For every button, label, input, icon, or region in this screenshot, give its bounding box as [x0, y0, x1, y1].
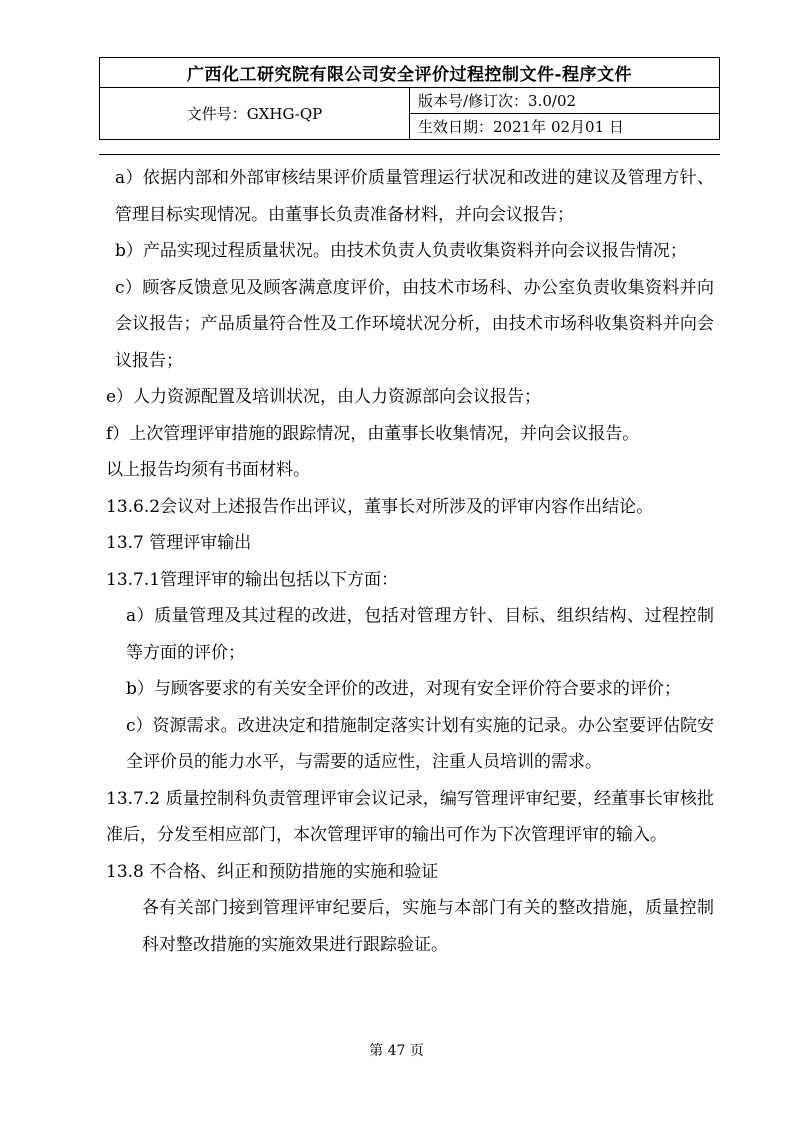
effective-date: 生效日期：2021年 02月01 日: [410, 114, 720, 140]
paragraph-13-8-body: 各有关部门接到管理评审纪要后，实施与本部门有关的整改措施，质量控制科对整改措施的实施效果进行跟踪验证。: [142, 898, 714, 955]
paragraph-c-customer-feedback: c）顾客反馈意见及顾客满意度评价，由技术市场科、办公室负责收集资料并向会议报告；产品质量符合性及工作环境状况分析，由技术市场科收集资料并向会议报告；: [115, 277, 714, 371]
header-divider: [99, 154, 720, 155]
paragraph-13-7-1: 13.7.1管理评审的输出包括以下方面：: [106, 569, 399, 590]
paragraph-e-human-resources: e）人力资源配置及培训状况，由人力资源部向会议报告；: [106, 387, 542, 407]
heading-13-8: 13.8 不合格、纠正和预防措施的实施和验证: [106, 861, 439, 882]
paragraph-13-6-2: 13.6.2会议对上述报告作出评议，董事长对所涉及的评审内容作出结论。: [106, 496, 654, 517]
heading-13-7: 13.7 管理评审输出: [106, 533, 252, 553]
document-title: 广西化工研究院有限公司安全评价过程控制文件-程序文件: [100, 58, 720, 88]
document-header-table: [99, 57, 720, 140]
paragraph-output-c: c）资源需求。改进决定和措施制定落实计划有实施的记录。办公室要评估院安全评价员的能力水平，与需要的适应性，注重人员培训的需求。: [126, 715, 714, 772]
paragraph-output-a: a）质量管理及其过程的改进，包括对管理方针、目标、组织结构、过程控制等方面的评价；: [126, 606, 714, 663]
paragraph-b-product-quality: b）产品实现过程质量状况。由技术负责人负责收集资料并向会议报告情况；: [115, 241, 687, 261]
version-number: 版本号/修订次：3.0/02: [410, 88, 720, 114]
paragraph-13-7-2: 13.7.2 质量控制科负责管理评审会议记录，编写管理评审纪要，经董事长审核批准后，分发至相应部门，本次管理评审的输出可作为下次管理评审的输入。: [106, 788, 714, 845]
page-number: 第 47 页: [369, 1043, 424, 1059]
paragraph-a-review-results: a）依据内部和外部审核结果评价质量管理运行状况和改进的建议及管理方针、管理目标实现情况。由董事长负责准备材料，并向会议报告；: [115, 168, 714, 225]
document-body: [106, 160, 714, 963]
file-number: 文件号：GXHG-QP: [100, 88, 410, 140]
paragraph-f-followup: f）上次管理评审措施的跟踪情况，由董事长收集情况，并向会议报告。: [106, 423, 640, 444]
paragraph-written-materials: 以上报告均须有书面材料。: [106, 460, 310, 480]
paragraph-output-b: b）与顾客要求的有关安全评价的改进，对现有安全评价符合要求的评价；: [126, 679, 681, 699]
